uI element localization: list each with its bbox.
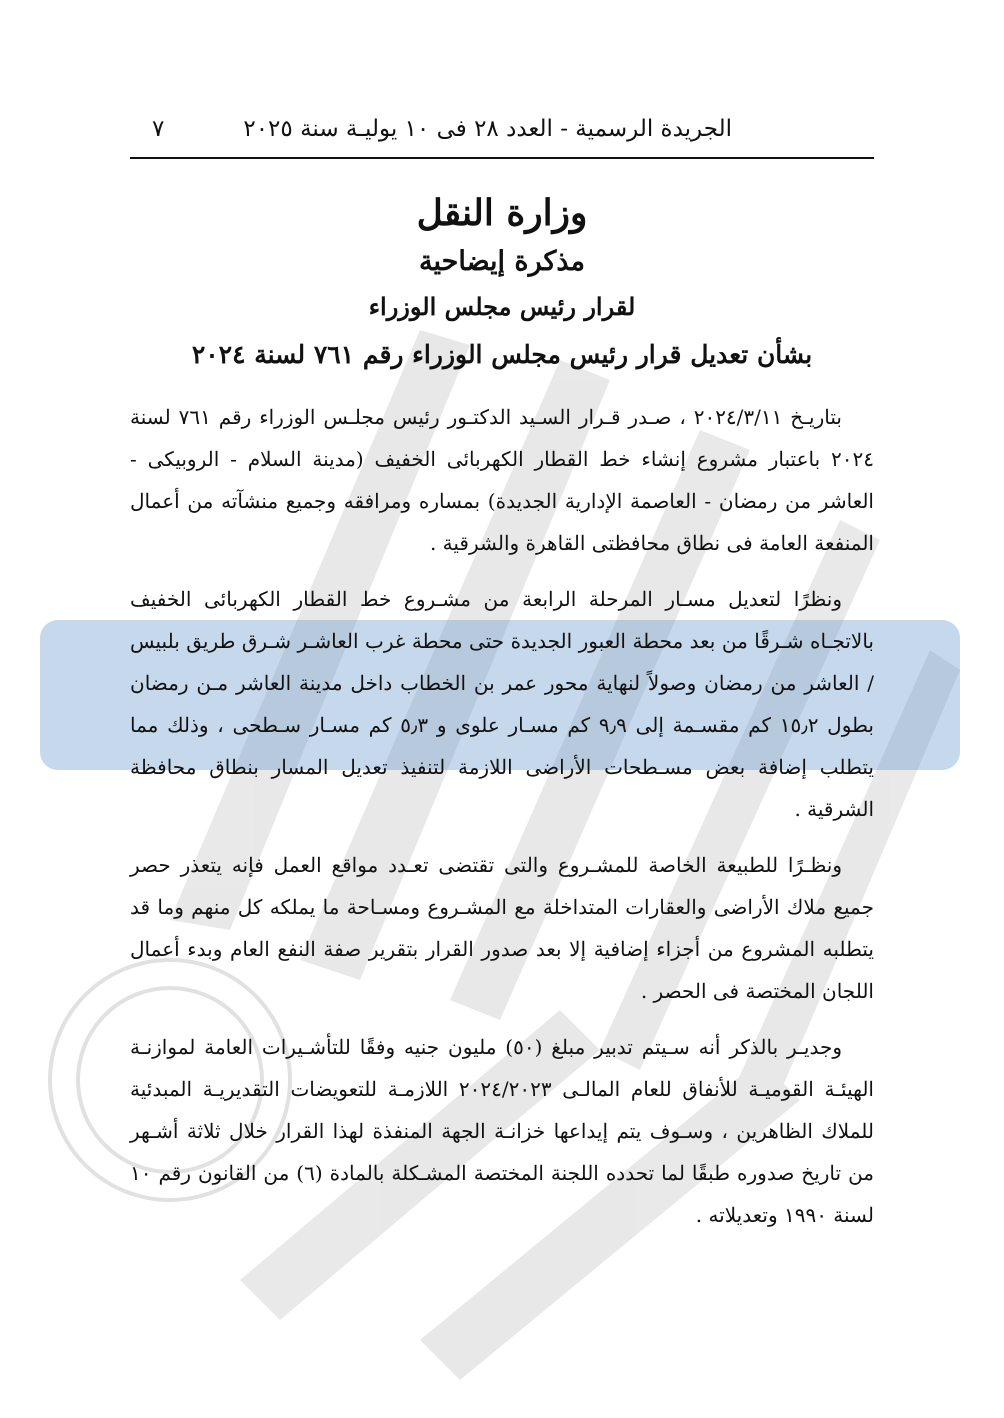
- paragraph-3: ونظـرًا للطبيعة الخاصة للمشـروع والتى تقتضى تعـدد مواقع العمل فإنه يتعذر حصر جميع ملاك الأراضى والعقارات المتداخلة مع المشـروع ومسـاحة ما يملكه كل منهم وما قد يتطلبه المشروع من أجزاء إضافية إلا بعد صدور القرار بتقرير صفة النفع العام وبدء أعمال اللجان المختصة فى الحصر .: [130, 853, 874, 1003]
- paragraph-1: بتاريـخ ٢٠٢٤/٣/١١ ، صـدر قـرار السـيد الدكتـور رئيس مجلـس الوزراء رقم ٧٦١ لسنة ٢٠٢٤ باعتبار مشروع إنشاء خط القطار الكهربائى الخفيف (مدينة السلام - الروبيكى - العاشر من رمضان - العاصمة الإدارية الجديدة) بمساره ومرافقه وجميع منشآته من أعمال المنفعة العامة فى نطاق محافظتى القاهرة والشرقية .: [130, 405, 874, 555]
- ministry-title: وزارة النقل: [416, 192, 588, 234]
- header-divider: [130, 157, 874, 159]
- memo-body: [130, 396, 874, 1250]
- page-header: [130, 112, 874, 156]
- gazette-header-title: الجريدة الرسمية - العدد ٢٨ فى ١٠ يوليـة سنة ٢٠٢٥: [243, 116, 732, 142]
- memo-title: مذكرة إيضاحية: [419, 246, 585, 277]
- subject-title: بشأن تعديل قرار رئيس مجلس الوزراء رقم ٧٦١ لسنة ٢٠٢٤: [191, 340, 813, 369]
- paragraph-4: وجديـر بالذكر أنه سـيتم تدبير مبلغ (٥٠) مليون جنيه وفقًا للتأشـيرات العامة لموازنـة الهيئـة القوميـة للأنفاق للعام المالـى ٢٠٢٤/٢٠٢٣ اللازمـة للتعويضات التقديريـة المبدئية للملاك الظاهرين ، وسـوف يتم إيداعها خزانـة الجهة المنفذة لهذا القرار خلال ثلاثة أشـهر من تاريخ صدوره طبقًا لما تحدده اللجنة المختصة المشـكلة بالمادة (٦) من القانون رقم ١٠ لسنة ١٩٩٠ وتعديلاته .: [130, 1035, 875, 1227]
- page-number: ٧: [152, 116, 165, 142]
- decision-title: لقرار رئيس مجلس الوزراء: [368, 292, 636, 321]
- paragraph-2: ونظرًا لتعديل مسـار المرحلة الرابعة من مشـروع خط القطار الكهربائى الخفيف بالاتجـاه شـرقًا من بعد محطة العبور الجديدة حتى محطة غرب العاشـر شـرق طريق بلبيس / العاشر من رمضان وصولاً لنهاية محور عمر بن الخطاب داخل مدينة العاشر مـن رمضان بطول ١٥٫٢ كم مقسـمة إلى ٩٫٩ كم مسـار علوى و ٥٫٣ كم مسـار سـطحى ، وذلك مما يتطلب إضافة بعض مسـطحات الأراضى اللازمة لتنفيذ تعديل المسار بنطاق محافظة الشرقية .: [130, 587, 875, 821]
